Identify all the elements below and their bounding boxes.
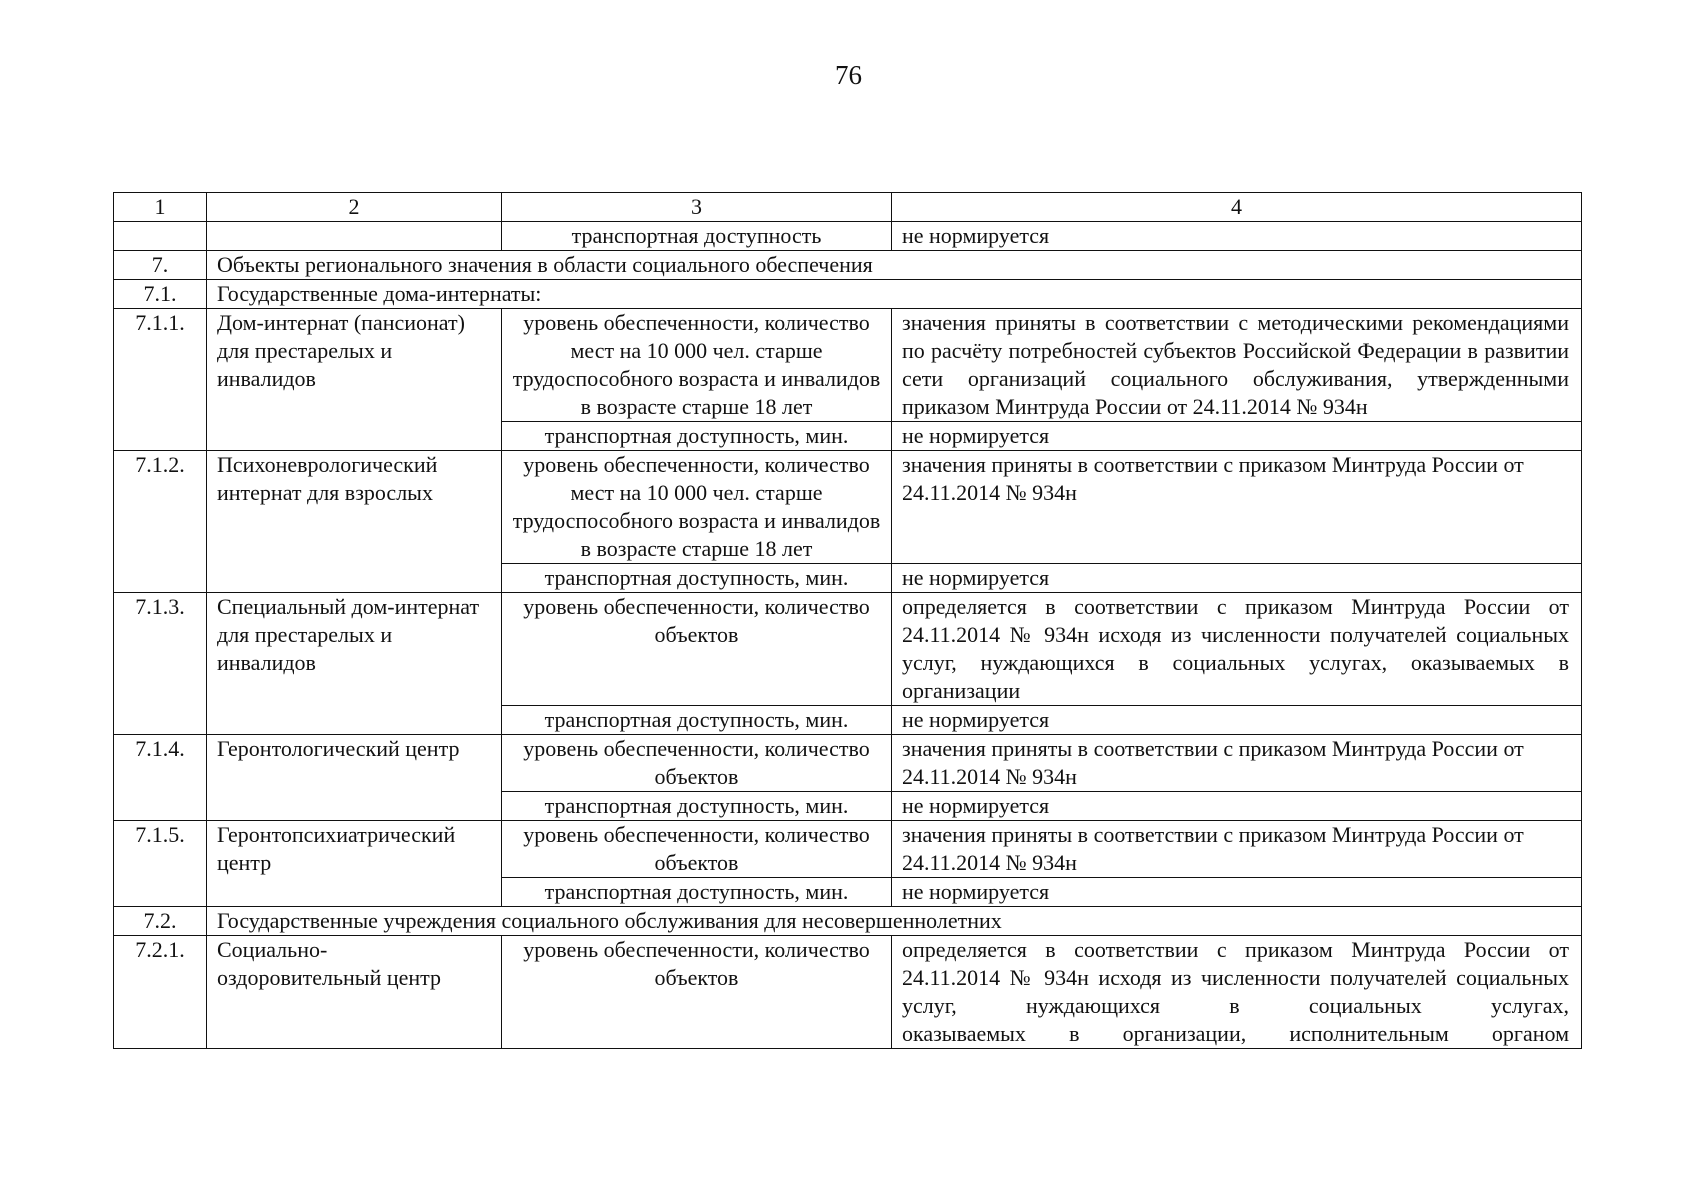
row-number: 7.1.2. (114, 451, 207, 593)
header-col-2: 2 (207, 193, 502, 222)
object-name (207, 222, 502, 251)
parameter-cell: транспортная доступность, мин. (502, 422, 892, 451)
value-cell: значения приняты в соответствии с методическими рекомендациями по расчёту потребностей субъектов Российской Федерации в развитии сети организаций социального обслуживания, утвержденными приказом Минтруда России от 24.11.2014 № 934н (892, 309, 1582, 422)
table-row-7-1-1 (114, 309, 1582, 422)
value-cell: не нормируется (892, 878, 1582, 907)
table-row-7-1-2 (114, 451, 1582, 564)
section-row-7 (114, 251, 1582, 280)
row-number: 7.1.4. (114, 735, 207, 821)
table-row-continued (114, 222, 1582, 251)
value-cell: не нормируется (892, 564, 1582, 593)
parameter-cell: уровень обеспеченности, количество мест на 10 000 чел. старше трудоспособного возраста и инвалидов в возрасте старше 18 лет (502, 451, 892, 564)
value-cell (892, 936, 1582, 1049)
section-row-7-1 (114, 280, 1582, 309)
object-name: Специальный дом-интернат для престарелых и инвалидов (207, 593, 502, 735)
section-title: Государственные дома-интернаты: (207, 280, 1582, 309)
value-cell: значения приняты в соответствии с приказом Минтруда России от 24.11.2014 № 934н (892, 451, 1582, 564)
row-number: 7.1.5. (114, 821, 207, 907)
section-number: 7.1. (114, 280, 207, 309)
parameter-cell: уровень обеспеченности, количество объектов (502, 821, 892, 878)
value-cell: значения приняты в соответствии с приказом Минтруда России от 24.11.2014 № 934н (892, 821, 1582, 878)
header-col-4: 4 (892, 193, 1582, 222)
value-cell: не нормируется (892, 706, 1582, 735)
page-number: 76 (835, 60, 862, 90)
section-number: 7.2. (114, 907, 207, 936)
row-number: 7.1.1. (114, 309, 207, 451)
parameter-cell: транспортная доступность (502, 222, 892, 251)
row-number: 7.2.1. (114, 936, 207, 1049)
parameter-cell: транспортная доступность, мин. (502, 878, 892, 907)
object-name: Психоневрологический интернат для взрослых (207, 451, 502, 593)
parameter-cell: уровень обеспеченности, количество мест на 10 000 чел. старше трудоспособного возраста и инвалидов в возрасте старше 18 лет (502, 309, 892, 422)
parameter-cell: уровень обеспеченности, количество объектов (502, 593, 892, 706)
object-name: Геронтологический центр (207, 735, 502, 821)
parameter-cell: транспортная доступность, мин. (502, 564, 892, 593)
header-col-1: 1 (114, 193, 207, 222)
norms-table (113, 192, 1582, 1049)
object-name: Социально-оздоровительный центр (207, 936, 502, 1049)
value-text-cut-line: оказываемых в организации, исполнительным органом (902, 1021, 1569, 1046)
parameter-cell: уровень обеспеченности, количество объектов (502, 735, 892, 792)
table-row-7-1-4 (114, 735, 1582, 792)
parameter-cell: транспортная доступность, мин. (502, 792, 892, 821)
section-number: 7. (114, 251, 207, 280)
value-cell: не нормируется (892, 422, 1582, 451)
value-cell: значения приняты в соответствии с приказом Минтруда России от 24.11.2014 № 934н (892, 735, 1582, 792)
table-header-row (114, 193, 1582, 222)
parameter-cell: уровень обеспеченности, количество объектов (502, 936, 892, 1049)
section-title: Объекты регионального значения в области социального обеспечения (207, 251, 1582, 280)
value-cell: не нормируется (892, 792, 1582, 821)
object-name: Дом-интернат (пансионат) для престарелых и инвалидов (207, 309, 502, 451)
row-number: 7.1.3. (114, 593, 207, 735)
row-number (114, 222, 207, 251)
section-row-7-2 (114, 907, 1582, 936)
value-text: определяется в соответствии с приказом Минтруда России от 24.11.2014 № 934н исходя из численности получателей социальных услуг, нуждающихся в социальных услугах, (902, 937, 1569, 1018)
header-col-3: 3 (502, 193, 892, 222)
section-title: Государственные учреждения социального обслуживания для несовершеннолетних (207, 907, 1582, 936)
table-row-7-1-3 (114, 593, 1582, 706)
table-row-7-2-1 (114, 936, 1582, 1049)
value-cell: определяется в соответствии с приказом Минтруда России от 24.11.2014 № 934н исходя из численности получателей социальных услуг, нуждающихся в социальных услугах, оказываемых в организации (892, 593, 1582, 706)
table-row-7-1-5 (114, 821, 1582, 878)
value-cell: не нормируется (892, 222, 1582, 251)
object-name: Геронтопсихиатрический центр (207, 821, 502, 907)
parameter-cell: транспортная доступность, мин. (502, 706, 892, 735)
